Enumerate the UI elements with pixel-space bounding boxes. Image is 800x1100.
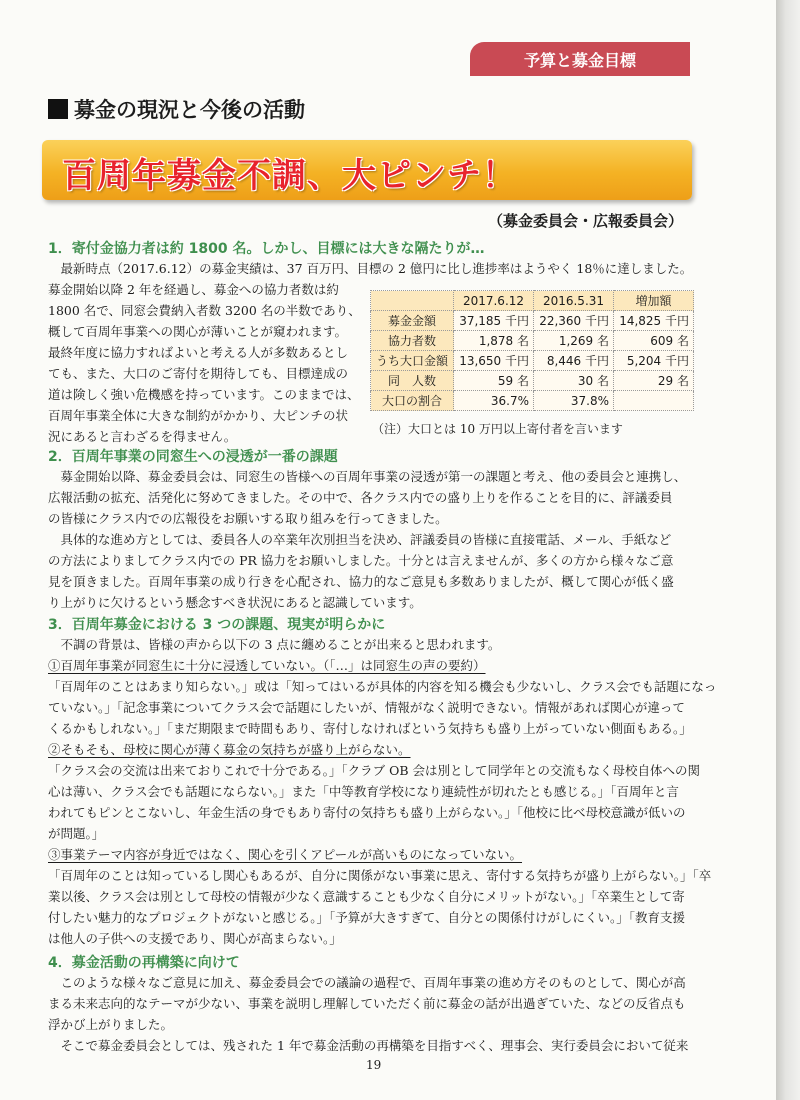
paragraph-line: くるかもしれない。」「まだ期限まで時間もあり、寄付しなければという気持ちも盛り上がっていない側面もある。」 [48, 721, 692, 736]
category-tab: 予算と募金目標 [470, 42, 690, 76]
table-header-cell: 2016.5.31 [534, 291, 614, 311]
paragraph-line: 最新時点（2017.6.12）の募金実績は、37 百万円、目標の 2 億円に比し進捗率はようやく 18％に達しました。 [48, 261, 693, 276]
paragraph-line: 不調の背景は、皆様の声から以下の 3 点に纏めることが出来ると思われます。 [48, 637, 501, 652]
paragraph-line: 最終年度に協力すればよいと考える人が多数あるとし [48, 345, 349, 360]
row-label: 協力者数 [371, 331, 454, 351]
paragraph-line: このような様々なご意見に加え、募金委員会での議論の過程で、百周年事業の進め方そのものとして、関心が高 [48, 975, 686, 990]
table-row [371, 351, 694, 371]
square-bullet-icon [48, 99, 68, 119]
issue-3-heading: ③事業テーマ内容が身近ではなく、関心を引くアピールが高いものになっていない。 [48, 847, 523, 862]
issue-1-heading: ①百周年事業が同窓生に十分に浸透していない。（「…」は同窓生の声の要約） [48, 658, 486, 673]
table-header-cell [371, 291, 454, 311]
row-label: うち大口金額 [371, 351, 454, 371]
section-4-title: 4．募金活動の再構築に向けて [48, 955, 240, 971]
table-row [371, 331, 694, 351]
paragraph-line: 「百周年のことは知っているし関心もあるが、自分に関係がない事業に思え、寄付する気持ちが盛り上がらない。」「卒 [48, 868, 712, 883]
section-heading-text: 募金の現況と今後の活動 [74, 98, 305, 122]
table-cell: 1,878 名 [454, 331, 534, 351]
section-2-title: 2．百周年事業の同窓生への浸透が一番の課題 [48, 449, 338, 465]
table-cell: 37.8% [534, 391, 614, 411]
table-cell: 13,650 千円 [454, 351, 534, 371]
paragraph-line: が問題。」 [48, 826, 105, 841]
table-cell: 5,204 千円 [614, 351, 694, 371]
paragraph-line: 広報活動の拡充、活発化に努めてきました。その中で、各クラス内での盛り上りを作ることを目的に、評議委員 [48, 490, 673, 505]
section-3-title: 3．百周年募金における 3 つの課題、現実が明らかに [48, 617, 386, 633]
paragraph-line: 概して百周年事業への関心が薄いことが窺われます。 [48, 324, 348, 339]
paragraph-line: の皆様にクラス内での広報役をお願いする取り組みを行ってきました。 [48, 511, 448, 526]
paragraph-line: まる未来志向的なテーマが少ない、事業を説明し理解していただく前に募金の話が出過ぎていた、などの反省点も [48, 996, 686, 1011]
fundraising-table [370, 290, 694, 411]
paragraph-line: 付したい魅力的なプロジェクトがないと感じる。」「予算が大きすぎて、自分との関係付けがしにくい。」「教育支援 [48, 910, 686, 925]
table-row [371, 391, 694, 411]
table-header-row [371, 291, 694, 311]
paragraph-line: の方法によりましてクラス内での PR 協力をお願いしました。十分とは言えませんが、多くの方から様々なご意 [48, 553, 674, 568]
table-header-cell: 増加額 [614, 291, 694, 311]
paragraph-line: 百周年事業全体に大きな制約がかかり、大ピンチの状 [48, 408, 349, 423]
title-banner [42, 140, 692, 200]
paragraph-line: 募金開始以降、募金委員会は、同窓生の皆様への百周年事業の浸透が第一の課題と考え、他の委員会と連携し、 [48, 469, 687, 484]
table-cell: 609 名 [614, 331, 694, 351]
page-edge [776, 0, 800, 1100]
table-header-cell: 2017.6.12 [454, 291, 534, 311]
table-cell: 37,185 千円 [454, 311, 534, 331]
table-cell: 14,825 千円 [614, 311, 694, 331]
row-label: 大口の割合 [371, 391, 454, 411]
table-row [371, 311, 694, 331]
issue-2-heading: ②そもそも、母校に関心が薄く募金の気持ちが盛り上がらない。 [48, 742, 411, 757]
paragraph-line: は他人の子供への支援であり、関心が高まらない。」 [48, 931, 342, 946]
paragraph-line: 浮かび上がりました。 [48, 1017, 174, 1032]
author-credit: （募金委員会・広報委員会） [488, 212, 684, 230]
table-cell: 59 名 [454, 371, 534, 391]
paragraph-line: 1800 名で、同窓会費納入者数 3200 名の半数であり、 [48, 303, 361, 318]
paragraph-line: 「クラス会の交流は出来ておりこれで十分である。」「クラブ OB 会は別として同学年との交流もなく母校自体への関 [48, 763, 701, 778]
paragraph-line: ていない。」「記念事業についてクラス会で話題にしたいが、情報がなく説明できない。情報があれば関心が違って [48, 700, 685, 715]
banner-title: 百周年募金不調、大ピンチ！ [62, 156, 517, 196]
table-note: （注）大口とは 10 万円以上寄付者を言います [372, 422, 623, 436]
table-row [371, 371, 694, 391]
table-cell: 22,360 千円 [534, 311, 614, 331]
paragraph-line: ても、また、大口のご寄付を期待しても、目標達成の [48, 366, 349, 381]
table-cell: 30 名 [534, 371, 614, 391]
section-1-title: 1．寄付金協力者は約 1800 名。しかし、目標には大きな隔たりが… [48, 241, 485, 257]
paragraph-line: 具体的な進め方としては、委員各人の卒業年次別担当を決め、評議委員の皆様に直接電話、メール、手紙など [48, 532, 672, 547]
section-heading [48, 94, 305, 124]
paragraph-line: 募金開始以降 2 年を経過し、募金への協力者数は約 [48, 282, 339, 297]
table-cell: 1,269 名 [534, 331, 614, 351]
table-cell: 36.7% [454, 391, 534, 411]
paragraph-line: そこで募金委員会としては、残された 1 年で募金活動の再構築を目指すべく、理事会、実行委員会において従来 [48, 1038, 689, 1053]
paragraph-line: われてもピンとこないし、年金生活の身でもあり寄付の気持ちも盛り上がらない。」「他校に比べ母校意識が低いの [48, 805, 686, 820]
table-cell: 29 名 [614, 371, 694, 391]
row-label: 募金金額 [371, 311, 454, 331]
paragraph-line: 「百周年のことはあまり知らない。」或は「知ってはいるが具体的内容を知る機会も少ないし、クラス会でも話題になっ [48, 679, 717, 694]
paragraph-line: 道は険しく強い危機感を持っています。このままでは、 [48, 387, 360, 402]
table-cell: 8,446 千円 [534, 351, 614, 371]
paragraph-line: 心は薄い、クラス会でも話題にならない。」また「中等教育学校になり連続性が切れたとも感じる。」「百周年と言 [48, 784, 679, 799]
paragraph-line: り上がりに欠けるという懸念すべき状況にあると認識しています。 [48, 595, 422, 610]
paragraph-line: 業以後、クラス会は別として母校の情報が少なく意識することも少なく自分にメリットがない。」「卒業生として寄 [48, 889, 685, 904]
page-number: 19 [366, 1058, 382, 1072]
row-label: 同 人数 [371, 371, 454, 391]
paragraph-line: 況にあると言わざるを得ません。 [48, 429, 237, 444]
table-cell [614, 391, 694, 411]
paragraph-line: 見を頂きました。百周年事業の成り行きを心配され、協力的なご意見も多数ありましたが、概して関心が低く盛 [48, 574, 674, 589]
